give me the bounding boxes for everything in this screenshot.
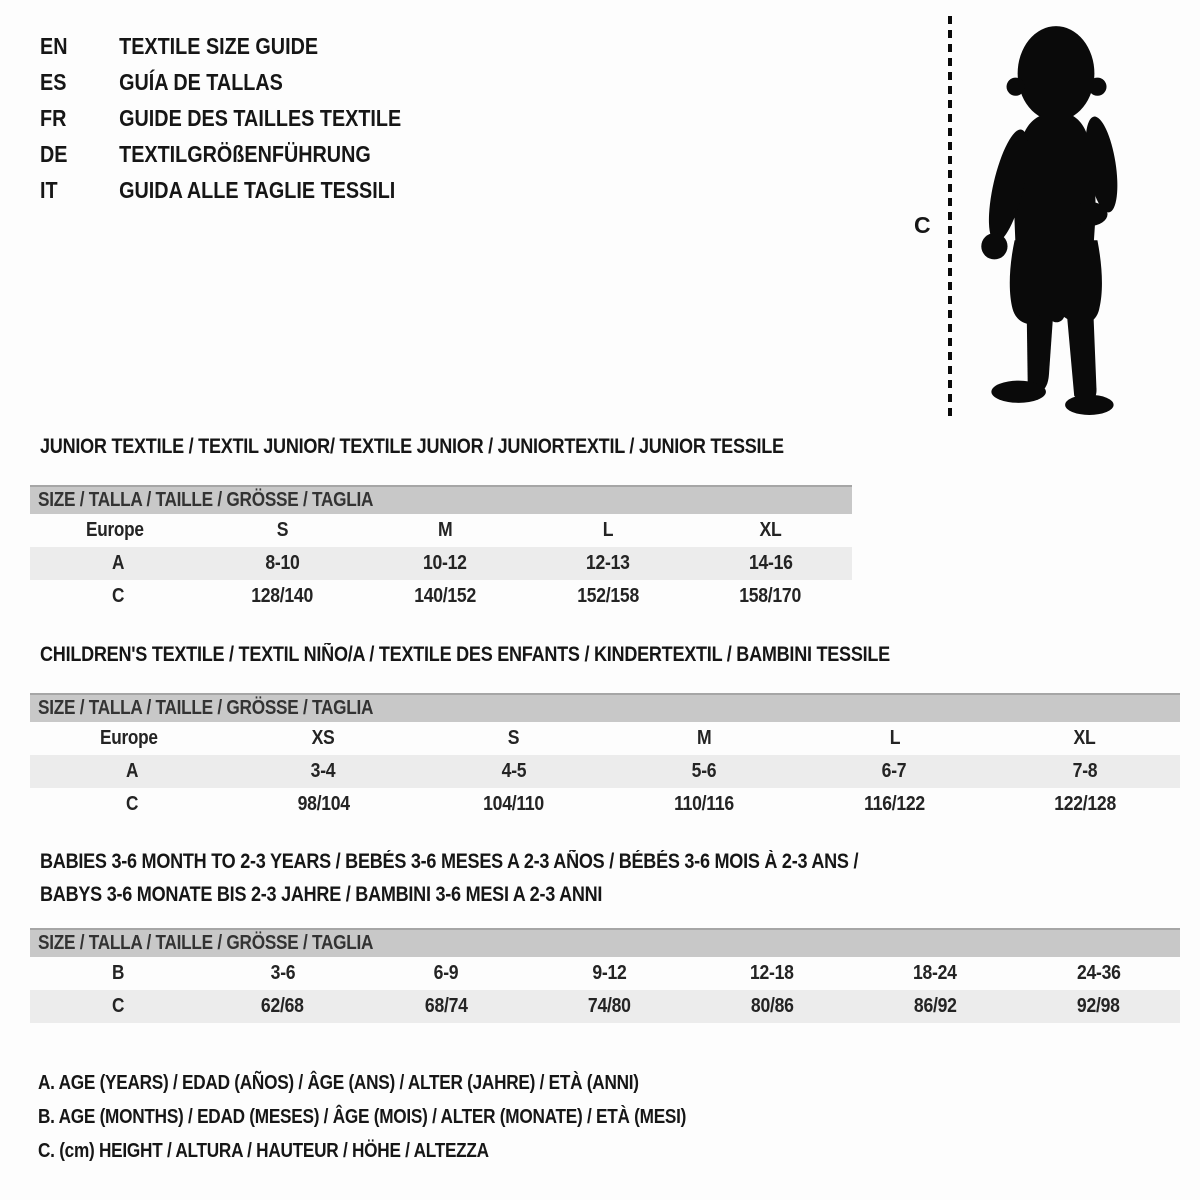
table-column-header-row: [30, 514, 852, 547]
table-cell: 6-7: [882, 760, 907, 782]
table-cell: 4-5: [501, 760, 527, 782]
language-code: IT: [40, 177, 58, 203]
size-column-header: XL: [1073, 727, 1096, 749]
table-header-bar: [30, 485, 852, 514]
language-row-en: [40, 28, 401, 64]
size-column-header: M: [696, 727, 712, 749]
size-column-header: M: [437, 519, 453, 541]
language-title: TEXTILGRÖßENFÜHRUNG: [119, 141, 371, 167]
table-cell: 140/152: [414, 585, 476, 607]
legend-height-cm: C. (cm) HEIGHT / ALTURA / HAUTEUR / HÖHE / ALTEZZA: [38, 1140, 489, 1162]
language-code: DE: [40, 141, 68, 167]
language-row-de: [40, 136, 401, 172]
section-title-junior: JUNIOR TEXTILE / TEXTIL JUNIOR/ TEXTILE JUNIOR / JUNIORTEXTIL / JUNIOR TESSILE: [40, 435, 784, 458]
baby-silhouette-icon: [968, 16, 1140, 420]
table-row-height: [30, 580, 852, 613]
table-cell: 10-12: [423, 552, 467, 574]
language-row-it: [40, 172, 401, 208]
size-column-header: XL: [759, 519, 782, 541]
height-measure-line: [944, 16, 956, 420]
table-cell: 12-13: [585, 552, 630, 574]
language-title: TEXTILE SIZE GUIDE: [119, 33, 319, 59]
row-key-cell: C: [112, 585, 125, 607]
size-header-label: SIZE / TALLA / TAILLE / GRÖSSE / TAGLIA: [38, 489, 374, 511]
table-cell: 158/170: [739, 585, 802, 607]
row-key-cell: B: [112, 962, 125, 984]
row-key-cell: A: [126, 760, 139, 782]
height-measure-label: C: [914, 212, 931, 238]
table-header-bar: [30, 928, 1180, 957]
size-header-label: SIZE / TALLA / TAILLE / GRÖSSE / TAGLIA: [38, 932, 374, 954]
babies-size-table: [30, 928, 1180, 1023]
children-size-table: [30, 693, 1180, 821]
table-cell: 86/92: [913, 995, 957, 1017]
table-cell: 104/110: [483, 793, 545, 815]
table-cell: 152/158: [576, 585, 639, 607]
table-cell: 110/116: [674, 793, 735, 815]
table-cell: 8-10: [265, 552, 300, 574]
table-cell: 5-6: [691, 760, 717, 782]
table-header-bar: [30, 693, 1180, 722]
table-column-header-row: [30, 722, 1180, 755]
table-cell: 80/86: [750, 995, 794, 1017]
language-code: EN: [40, 33, 68, 59]
size-column-header: L: [602, 519, 614, 541]
language-row-es: [40, 64, 401, 100]
language-title: GUIDE DES TAILLES TEXTILE: [119, 105, 402, 131]
table-cell: 122/128: [1053, 793, 1116, 815]
legend: [38, 1066, 792, 1168]
table-cell: 92/98: [1077, 995, 1120, 1017]
size-column-header: S: [508, 727, 520, 749]
language-title: GUÍA DE TALLAS: [119, 69, 283, 95]
table-row-height: [30, 990, 1180, 1023]
table-cell: 24-36: [1076, 962, 1121, 984]
size-column-header: XS: [312, 727, 335, 749]
row-key-cell: C: [112, 995, 125, 1017]
language-code: ES: [40, 69, 67, 95]
table-row-height: [30, 788, 1180, 821]
language-list: [40, 28, 460, 208]
table-cell: 98/104: [297, 793, 350, 815]
table-cell: 68/74: [424, 995, 468, 1017]
table-cell: 14-16: [748, 552, 793, 574]
section-title-babies-line2: BABYS 3-6 MONATE BIS 2-3 JAHRE / BAMBINI 3-6 MESI A 2-3 ANNI: [40, 883, 603, 906]
section-title-babies-line1: BABIES 3-6 MONTH TO 2-3 YEARS / BEBÉS 3-6 MESES A 2-3 AÑOS / BÉBÉS 3-6 MOIS À 2-3 ANS /: [40, 850, 859, 873]
table-cell: 3-4: [311, 760, 336, 782]
row-key-cell: C: [126, 793, 139, 815]
junior-size-table: [30, 485, 852, 613]
row-key-cell: A: [112, 552, 125, 574]
language-row-fr: [40, 100, 401, 136]
table-row-age-months: [30, 957, 1180, 990]
table-row-age: [30, 755, 1180, 788]
table-cell: 128/140: [251, 585, 314, 607]
table-cell: 9-12: [591, 962, 627, 984]
size-column-header: L: [889, 727, 900, 749]
table-row-age: [30, 547, 852, 580]
table-cell: 3-6: [270, 962, 296, 984]
table-cell: 7-8: [1072, 760, 1098, 782]
language-title: GUIDA ALLE TAGLIE TESSILI: [119, 177, 396, 203]
legend-age-years: A. AGE (YEARS) / EDAD (AÑOS) / ÂGE (ANS) / ALTER (JAHRE) / ETÀ (ANNI): [38, 1072, 639, 1094]
table-cell: 18-24: [913, 962, 958, 984]
language-code: FR: [40, 105, 67, 131]
legend-age-months: B. AGE (MONTHS) / EDAD (MESES) / ÂGE (MOIS) / ALTER (MONATE) / ETÀ (MESI): [38, 1106, 687, 1128]
table-cell: 6-9: [433, 962, 459, 984]
table-cell: 62/68: [261, 995, 305, 1017]
section-title-children: CHILDREN'S TEXTILE / TEXTIL NIÑO/A / TEXTILE DES ENFANTS / KINDERTEXTIL / BAMBINI TESSILE: [40, 643, 890, 666]
table-cell: 74/80: [587, 995, 631, 1017]
region-label-cell: Europe: [99, 727, 158, 749]
region-label-cell: Europe: [85, 519, 144, 541]
table-cell: 12-18: [750, 962, 794, 984]
table-cell: 116/122: [864, 793, 925, 815]
size-header-label: SIZE / TALLA / TAILLE / GRÖSSE / TAGLIA: [38, 697, 374, 719]
size-column-header: S: [276, 519, 288, 541]
